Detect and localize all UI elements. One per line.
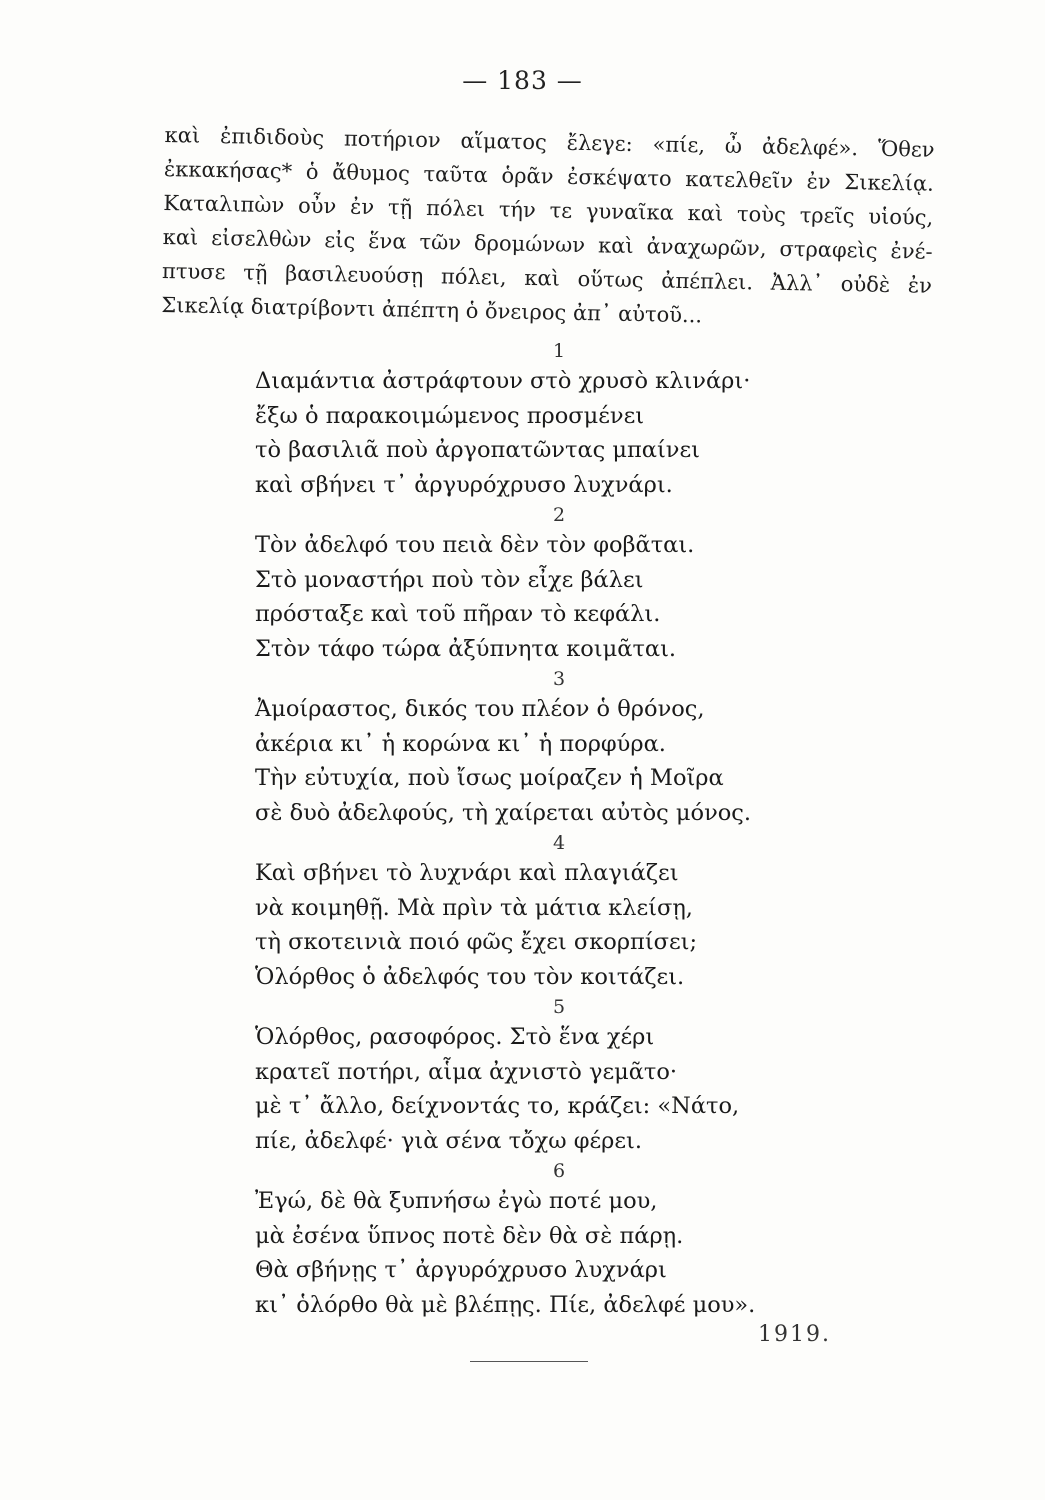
closing-rule <box>470 1361 588 1362</box>
poem-year: 1919. <box>758 1322 831 1347</box>
verse-line: Στὸν τάφο τώρα ἀξύπνητα κοιμᾶται. <box>255 635 677 662</box>
poem <box>255 338 815 1322</box>
verse-line: καὶ σβήνει τ᾽ ἀργυρόχρυσο λυχνάρι. <box>255 471 673 498</box>
verse-line: ἔξω ὁ παρακοιμώμενος προσμένει <box>255 402 645 429</box>
verse-line: κι᾽ ὁλόρθο θὰ μὲ βλέπῃς. Πίε, ἀδελφέ μου». <box>255 1291 756 1318</box>
verse-line: Διαμάντια ἀστράφτουν στὸ χρυσὸ κλινάρι· <box>255 368 751 394</box>
prose-line: Καταλιπὼν οὖν ἐν τῇ πόλει τήν τε γυναῖκα καὶ τοὺς τρεῖς υἱούς, <box>163 190 934 230</box>
stanza-number: 3 <box>552 668 566 690</box>
verse-line: Στὸ μοναστήρι ποὺ τὸν εἶχε βάλει <box>255 566 644 593</box>
verse-line: νὰ κοιμηθῇ. Μὰ πρὶν τὰ μάτια κλείσῃ, <box>255 894 693 921</box>
stanza-number: 1 <box>552 340 566 362</box>
verse-line: μὲ τ᾽ ἄλλο, δείχνοντάς το, κράζει: «Νάτο, <box>255 1093 740 1119</box>
verse-line: Θὰ σβήνῃς τ᾽ ἀργυρόχρυσο λυχνάρι <box>255 1257 667 1283</box>
verse-line: Καὶ σβήνει τὸ λυχνάρι καὶ πλαγιάζει <box>255 860 679 886</box>
prose-line: πτυσε τῇ βασιλευούσῃ πόλει, καὶ οὕτως ἀπέπλει. Ἀλλ᾽ οὐδὲ ἐν <box>161 258 933 298</box>
stanza-2 <box>255 502 815 666</box>
stanza-number: 4 <box>552 832 566 854</box>
verse-line: Ὁλόρθος, ρασοφόρος. Στὸ ἕνα χέρι <box>255 1024 655 1050</box>
verse-line: μὰ ἐσένα ὕπνος ποτὲ δὲν θὰ σὲ πάρῃ. <box>255 1222 684 1249</box>
prose-line: ἐκκακήσας* ὁ ἄθυμος ταῦτα ὁρᾶν ἐσκέψατο κατελθεῖν ἐν Σικελίᾳ. <box>163 156 935 196</box>
prose-line: καὶ εἰσελθὼν εἰς ἕνα τῶν δρομώνων καὶ ἀναχωρῶν, στραφεὶς ἐνέ- <box>162 224 933 264</box>
verse-line: Ὁλόρθος ὁ ἀδελφός του τὸν κοιτάζει. <box>255 963 685 990</box>
verse-line: κρατεῖ ποτήρι, αἷμα ἀχνιστὸ γεμᾶτο· <box>255 1058 678 1085</box>
verse-line: Τὸν ἀδελφό του πειὰ δὲν τὸν φοβᾶται. <box>255 532 695 558</box>
verse-line: ἀκέρια κι᾽ ἡ κορώνα κι᾽ ἡ πορφύρα. <box>255 730 666 757</box>
verse-line: τὴ σκοτεινιὰ ποιό φῶς ἔχει σκορπίσει; <box>255 929 698 955</box>
verse-line: σὲ δυὸ ἀδελφούς, τὴ χαίρεται αὐτὸς μόνος. <box>255 799 752 826</box>
stanza-5 <box>255 994 815 1158</box>
prose-line: Σικελίᾳ διατρίβοντι ἀπέπτη ὁ ὄνειρος ἀπ᾽ αὐτοῦ... <box>161 292 703 328</box>
verse-line: Ἐγώ, δὲ θὰ ξυπνήσω ἐγὼ ποτέ μου, <box>255 1188 658 1214</box>
stanza-4 <box>255 830 815 994</box>
verse-line: πρόσταξε καὶ τοῦ πῆραν τὸ κεφάλι. <box>255 601 661 627</box>
stanza-3 <box>255 666 815 830</box>
prose-paragraph <box>161 118 935 337</box>
page-number: — 183 — <box>462 66 583 95</box>
verse-line: Τὴν εὐτυχία, ποὺ ἴσως μοίραζεν ἡ Μοῖρα <box>255 765 724 791</box>
stanza-number: 5 <box>552 996 566 1018</box>
verse-line: Ἀμοίραστος, δικός του πλέον ὁ θρόνος, <box>255 696 705 722</box>
verse-line: πίε, ἀδελφέ· γιὰ σένα τὄχω φέρει. <box>255 1127 642 1154</box>
prose-line: καὶ ἐπιδιδοὺς ποτήριον αἵματος ἔλεγε: «πίε, ὦ ἀδελφέ». Ὅθεν <box>164 122 935 162</box>
stanza-6 <box>255 1158 815 1322</box>
stanza-1 <box>255 338 815 502</box>
stanza-number: 6 <box>552 1160 566 1182</box>
verse-line: τὸ βασιλιᾶ ποὺ ἀργοπατῶντας μπαίνει <box>255 437 700 463</box>
stanza-number: 2 <box>552 504 566 526</box>
